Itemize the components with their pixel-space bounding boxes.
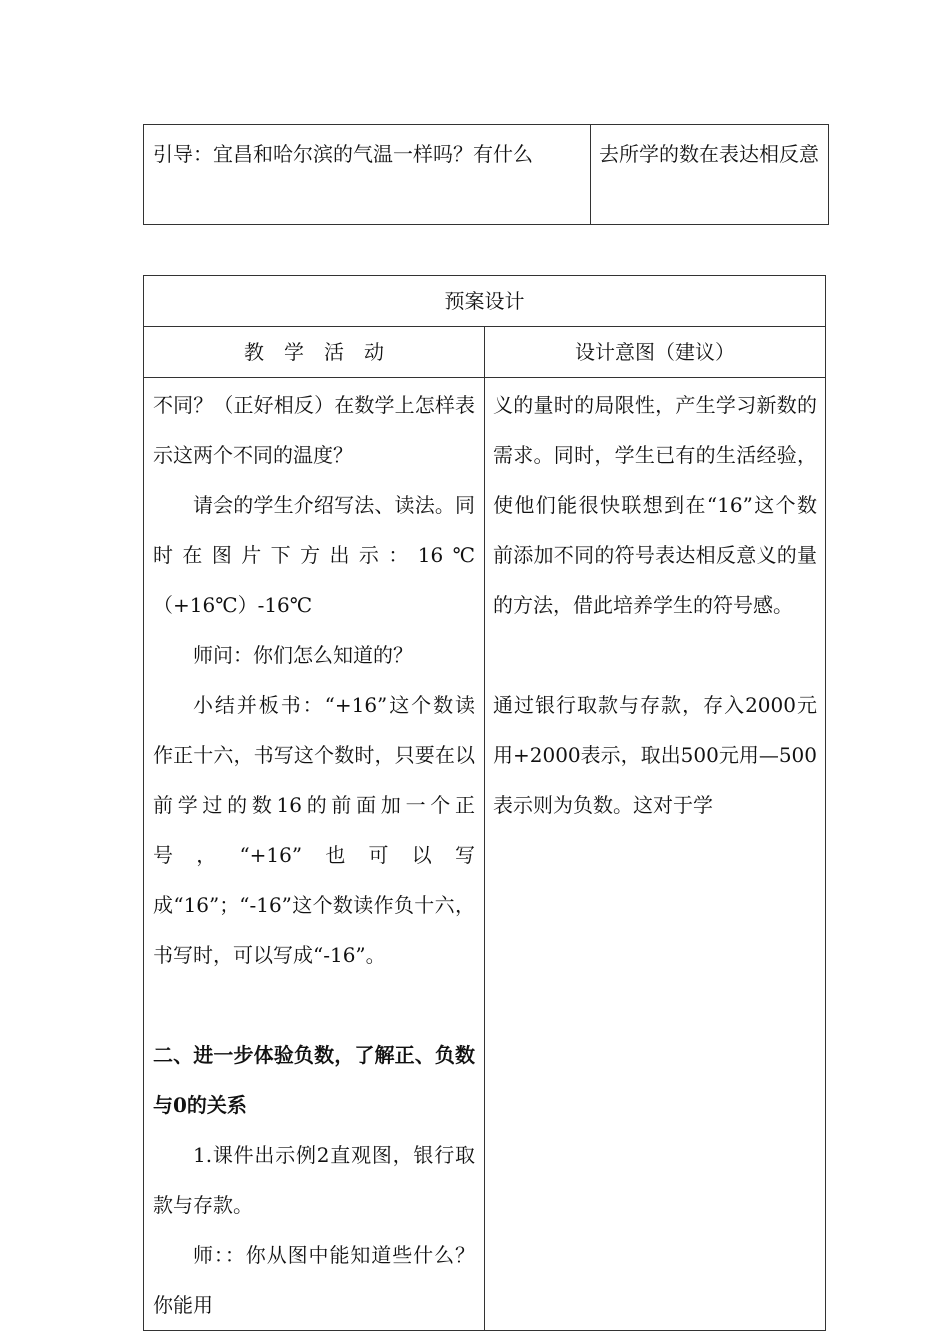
blank-line xyxy=(153,980,475,1030)
activity-paragraph: 师问：你们怎么知道的？ xyxy=(193,643,413,667)
activity-paragraph: 1.课件出示例2直观图，银行取款与存款。 xyxy=(153,1143,475,1217)
activity-paragraph: 小结并板书：“+16”这个数读作正十六，书写这个数时，只要在以前学过的数16的前面加一个正号，“+16”也可以写成“16”；“-16”这个数读作负十六，书写时，可以写成“-16”。 xyxy=(153,693,475,967)
section-heading: 二、进一步体验负数，了解正、负数与0的关系 xyxy=(153,1043,475,1117)
top-table xyxy=(143,124,829,225)
top-left-text: 引导：宜昌和哈尔滨的气温一样吗？有什么 xyxy=(153,142,533,166)
intent-paragraph: 通过银行取款与存款，存入2000元用+2000表示，取出500元用—500表示则为负数。这对于学 xyxy=(493,693,818,817)
blank-line xyxy=(493,630,817,680)
plan-title-cell xyxy=(144,276,826,327)
top-left-cell xyxy=(144,125,591,225)
intent-paragraph: 义的量时的局限性，产生学习新数的需求。同时，学生已有的生活经验，使他们能很快联想到在“16”这个数前添加不同的符号表达相反意义的量的方法，借此培养学生的符号感。 xyxy=(493,393,817,617)
activity-paragraph: 不同？（正好相反）在数学上怎样表示这两个不同的温度？ xyxy=(153,393,475,467)
plan-title: 预案设计 xyxy=(444,289,525,313)
intent-header: 设计意图（建议） xyxy=(575,340,735,364)
intent-header-cell xyxy=(485,327,826,378)
activity-header-cell xyxy=(144,327,485,378)
activity-paragraph: 请会的学生介绍写法、读法。同时在图片下方出示：16℃（+16℃）-16℃ xyxy=(153,493,475,617)
intent-cell xyxy=(485,378,826,1331)
top-right-text: 去所学的数在表达相反意 xyxy=(599,142,819,166)
activity-paragraph: 师：：你从图中能知道些什么？你能用 xyxy=(153,1243,475,1317)
activity-header: 教 学 活 动 xyxy=(244,340,384,364)
top-right-cell xyxy=(591,125,829,225)
plan-table xyxy=(143,275,826,1331)
activity-cell xyxy=(144,378,485,1331)
